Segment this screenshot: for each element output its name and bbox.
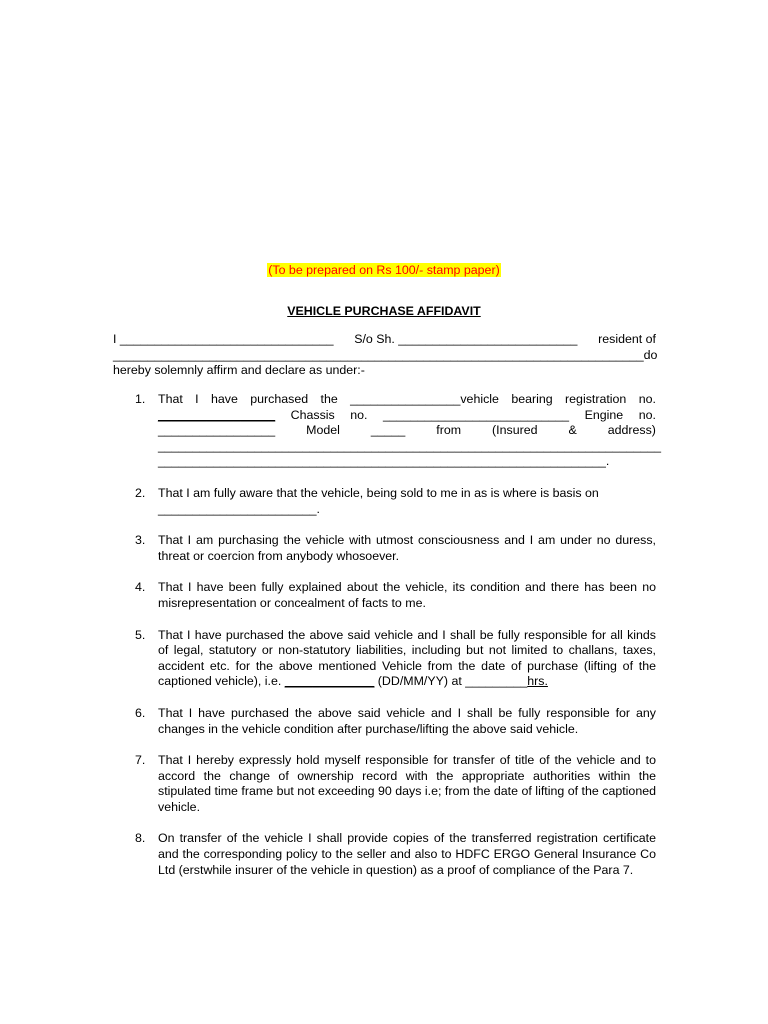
clause-number: 8. <box>135 831 146 846</box>
clause-7: 7. That I hereby expressly hold myself responsible for transfer of title of the vehicle and to accord the change of ownership record with the appropriate authorities within the stipulated time frame but not exceeding 90 days i.e; from the date of lifting of the captioned vehicle. <box>135 753 656 814</box>
clause-1 <box>113 392 662 470</box>
intro-declaration <box>113 332 656 379</box>
purchase-time-blank: _________ <box>465 674 528 689</box>
clause-number: 4. <box>135 580 146 595</box>
resident-label: resident of <box>598 332 656 346</box>
affidavit-clauses <box>113 392 662 878</box>
intro-line-2 <box>113 348 656 364</box>
model-blank: _____ <box>370 423 406 438</box>
clause-number: 2. <box>135 485 146 500</box>
document-title: VEHICLE PURCHASE AFFIDAVIT <box>287 304 481 318</box>
clause-1-line-1: That I have purchased the ________________vehicle bearing registration no. <box>158 392 656 406</box>
clause-number: 7. <box>135 753 146 768</box>
clause-3: 3. That I am purchasing the vehicle with utmost consciousness and I am under no duress, threat or coercion from anybody whosoever. <box>135 533 656 563</box>
chassis-blank: ___________________________ <box>383 407 570 422</box>
name-blank: I _______________________________ <box>113 332 334 346</box>
address-blank: _____________________________________________________________________________ <box>113 347 644 362</box>
stamp-paper-note <box>0 263 768 278</box>
clause-6: 6. That I have purchased the above said vehicle and I shall be fully responsible for any changes in the vehicle condition after purchase/lifting the above said vehicle. <box>135 705 656 736</box>
clause-2: 2. That I am fully aware that the vehicle, being sold to me in as is where is basis on _______________________. <box>113 486 656 517</box>
do-label: do <box>643 347 658 362</box>
stamp-paper-note-text: (To be prepared on Rs 100/- stamp paper) <box>268 263 500 277</box>
sale-date-blank: _______________________. <box>158 501 320 516</box>
clause-number: 1. <box>135 392 146 406</box>
purchase-date-blank: _____________ <box>284 674 375 689</box>
intro-line-1 <box>113 332 656 348</box>
clause-8: 8. On transfer of the vehicle I shall provide copies of the transferred registration certificate and the corresponding policy to the seller and also to HDFC ERGO General Insurance Co Ltd (erstwhile insurer of the vehicle in question) as a proof of compliance of the Para 7. <box>135 831 656 877</box>
clause-number: 5. <box>135 627 146 642</box>
intro-line-3: hereby solemnly affirm and declare as under:- <box>113 363 365 378</box>
clause-4: 4. That I have been fully explained about the vehicle, its condition and there has been no misrepresentation or concealment of facts to me. <box>135 580 656 610</box>
engine-blank: _________________ <box>158 423 276 438</box>
clause-1-line-2: _________________ Chassis no. ___________________________ Engine no. <box>158 407 656 422</box>
clause-number: 6. <box>135 705 146 720</box>
registration-blank: _________________ <box>158 407 276 422</box>
clause-1-line-3: _________________ Model _____ from (Insured & address) <box>158 423 656 438</box>
insured-address-blank-1: _________________________________________________________________________ <box>158 438 662 453</box>
insured-address-blank-2: _________________________________________________________________. <box>158 454 610 469</box>
vehicle-blank: ________________vehicle <box>350 392 499 406</box>
father-name-blank: S/o Sh. __________________________ <box>354 332 578 346</box>
clause-5: 5. That I have purchased the above said vehicle and I shall be fully responsible for all kinds of legal, statutory or non-statutory liabilities, including but not limited to challans, taxes, accident etc. for the above mentioned Vehicle from the date of purchase (lifting of the captioned vehicle), i.e. _____________ (DD/MM/YY) at _________hrs. <box>135 627 656 689</box>
clause-number: 3. <box>135 533 146 548</box>
